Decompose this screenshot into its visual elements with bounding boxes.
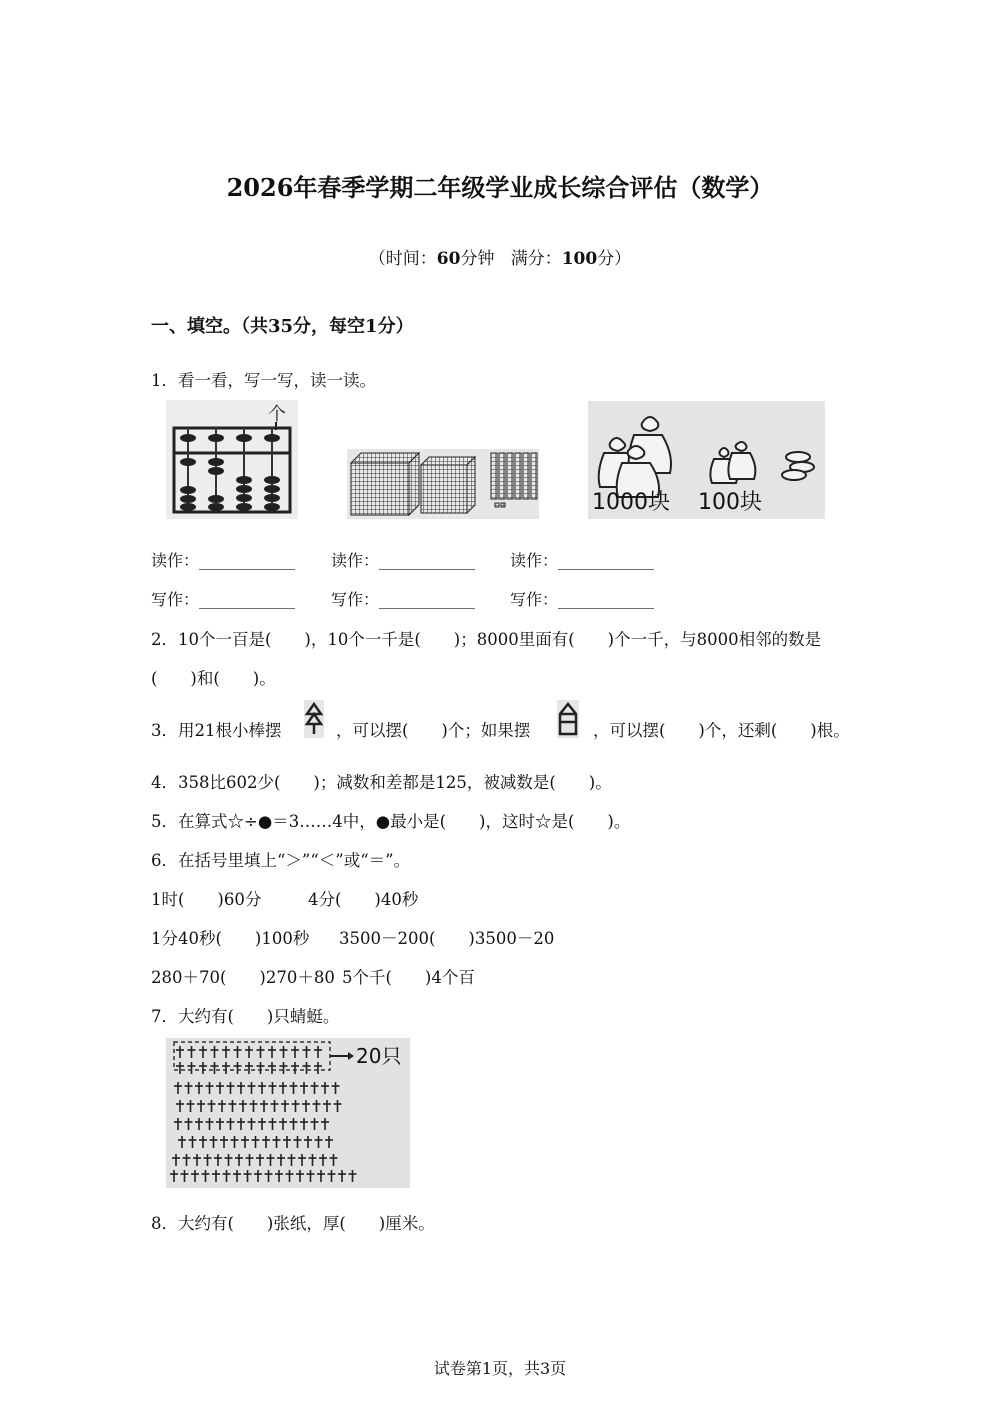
stick-house-shape-icon — [557, 700, 579, 738]
question-1-text: 1．看一看，写一写，读一读。 — [151, 371, 376, 390]
compare-3: 1分40秒( )100秒 — [151, 929, 310, 948]
score-label: 满分： — [510, 249, 562, 269]
page-footer: 试卷第1页，共3页 — [433, 1359, 567, 1378]
read-answer-3[interactable]: 读作：____________ — [510, 551, 655, 570]
question-3-part-3: ，可以摆( )个，还剩( )根。 — [593, 721, 850, 740]
money-bags-image — [588, 401, 825, 519]
time-label: （时间： — [368, 249, 437, 269]
question-5: 5．在算式☆÷●＝3……4中，●最小是( )，这时☆是( )。 — [151, 812, 631, 831]
question-2-line-2: ( )和( )。 — [151, 669, 276, 688]
time-unit: 分钟 — [460, 249, 495, 269]
bag-label-100: 100块 — [698, 490, 762, 515]
compare-1: 1时( )60分 — [151, 890, 262, 909]
compare-4: 3500－200( )3500－20 — [339, 929, 555, 948]
abacus-image — [166, 400, 298, 519]
question-8: 8．大约有( )张纸，厚( )厘米。 — [151, 1214, 435, 1233]
compare-5: 280＋70( )270＋80 — [151, 968, 335, 987]
question-4: 4．358比602少( )；减数和差都是125，被减数是( )。 — [151, 773, 612, 792]
read-answer-2[interactable]: 读作：____________ — [331, 551, 476, 570]
write-answer-1[interactable]: 写作：____________ — [151, 590, 296, 609]
compare-6: 5个千( )4个百 — [342, 968, 475, 987]
read-answer-1[interactable]: 读作：____________ — [151, 551, 296, 570]
dragonfly-group-label: 20只 — [356, 1044, 402, 1068]
question-3-part-2: ，可以摆( )个；如果摆 — [336, 721, 531, 740]
write-answer-2[interactable]: 写作：____________ — [331, 590, 476, 609]
dragonflies-image — [166, 1038, 410, 1188]
score-value: 100 — [561, 249, 598, 269]
stick-tree-shape-icon — [304, 700, 324, 738]
question-6-text: 6．在括号里填上“＞”“＜”或“＝”。 — [151, 851, 411, 870]
page-title: 2026年春季学期二年级学业成长综合评估（数学） — [226, 173, 774, 202]
question-3-part-1: 3．用21根小棒摆 — [151, 721, 282, 740]
time-value: 60 — [436, 249, 461, 269]
exam-info — [0, 244, 1000, 269]
place-value-blocks-image — [347, 449, 539, 519]
write-answer-3[interactable]: 写作：____________ — [510, 590, 655, 609]
abacus-ones-label: 个 — [268, 404, 286, 425]
bag-label-1000: 1000块 — [592, 490, 670, 515]
question-2-line-1: 2．10个一百是( )，10个一千是( )；8000里面有( )个一千，与8000相邻的数是 — [151, 630, 822, 649]
question-7-text: 7．大约有( )只蜻蜓。 — [151, 1007, 340, 1026]
compare-2: 4分( )40秒 — [308, 890, 419, 909]
score-unit: 分） — [597, 249, 632, 269]
section-heading: 一、填空。（共35分，每空1分） — [151, 316, 414, 337]
